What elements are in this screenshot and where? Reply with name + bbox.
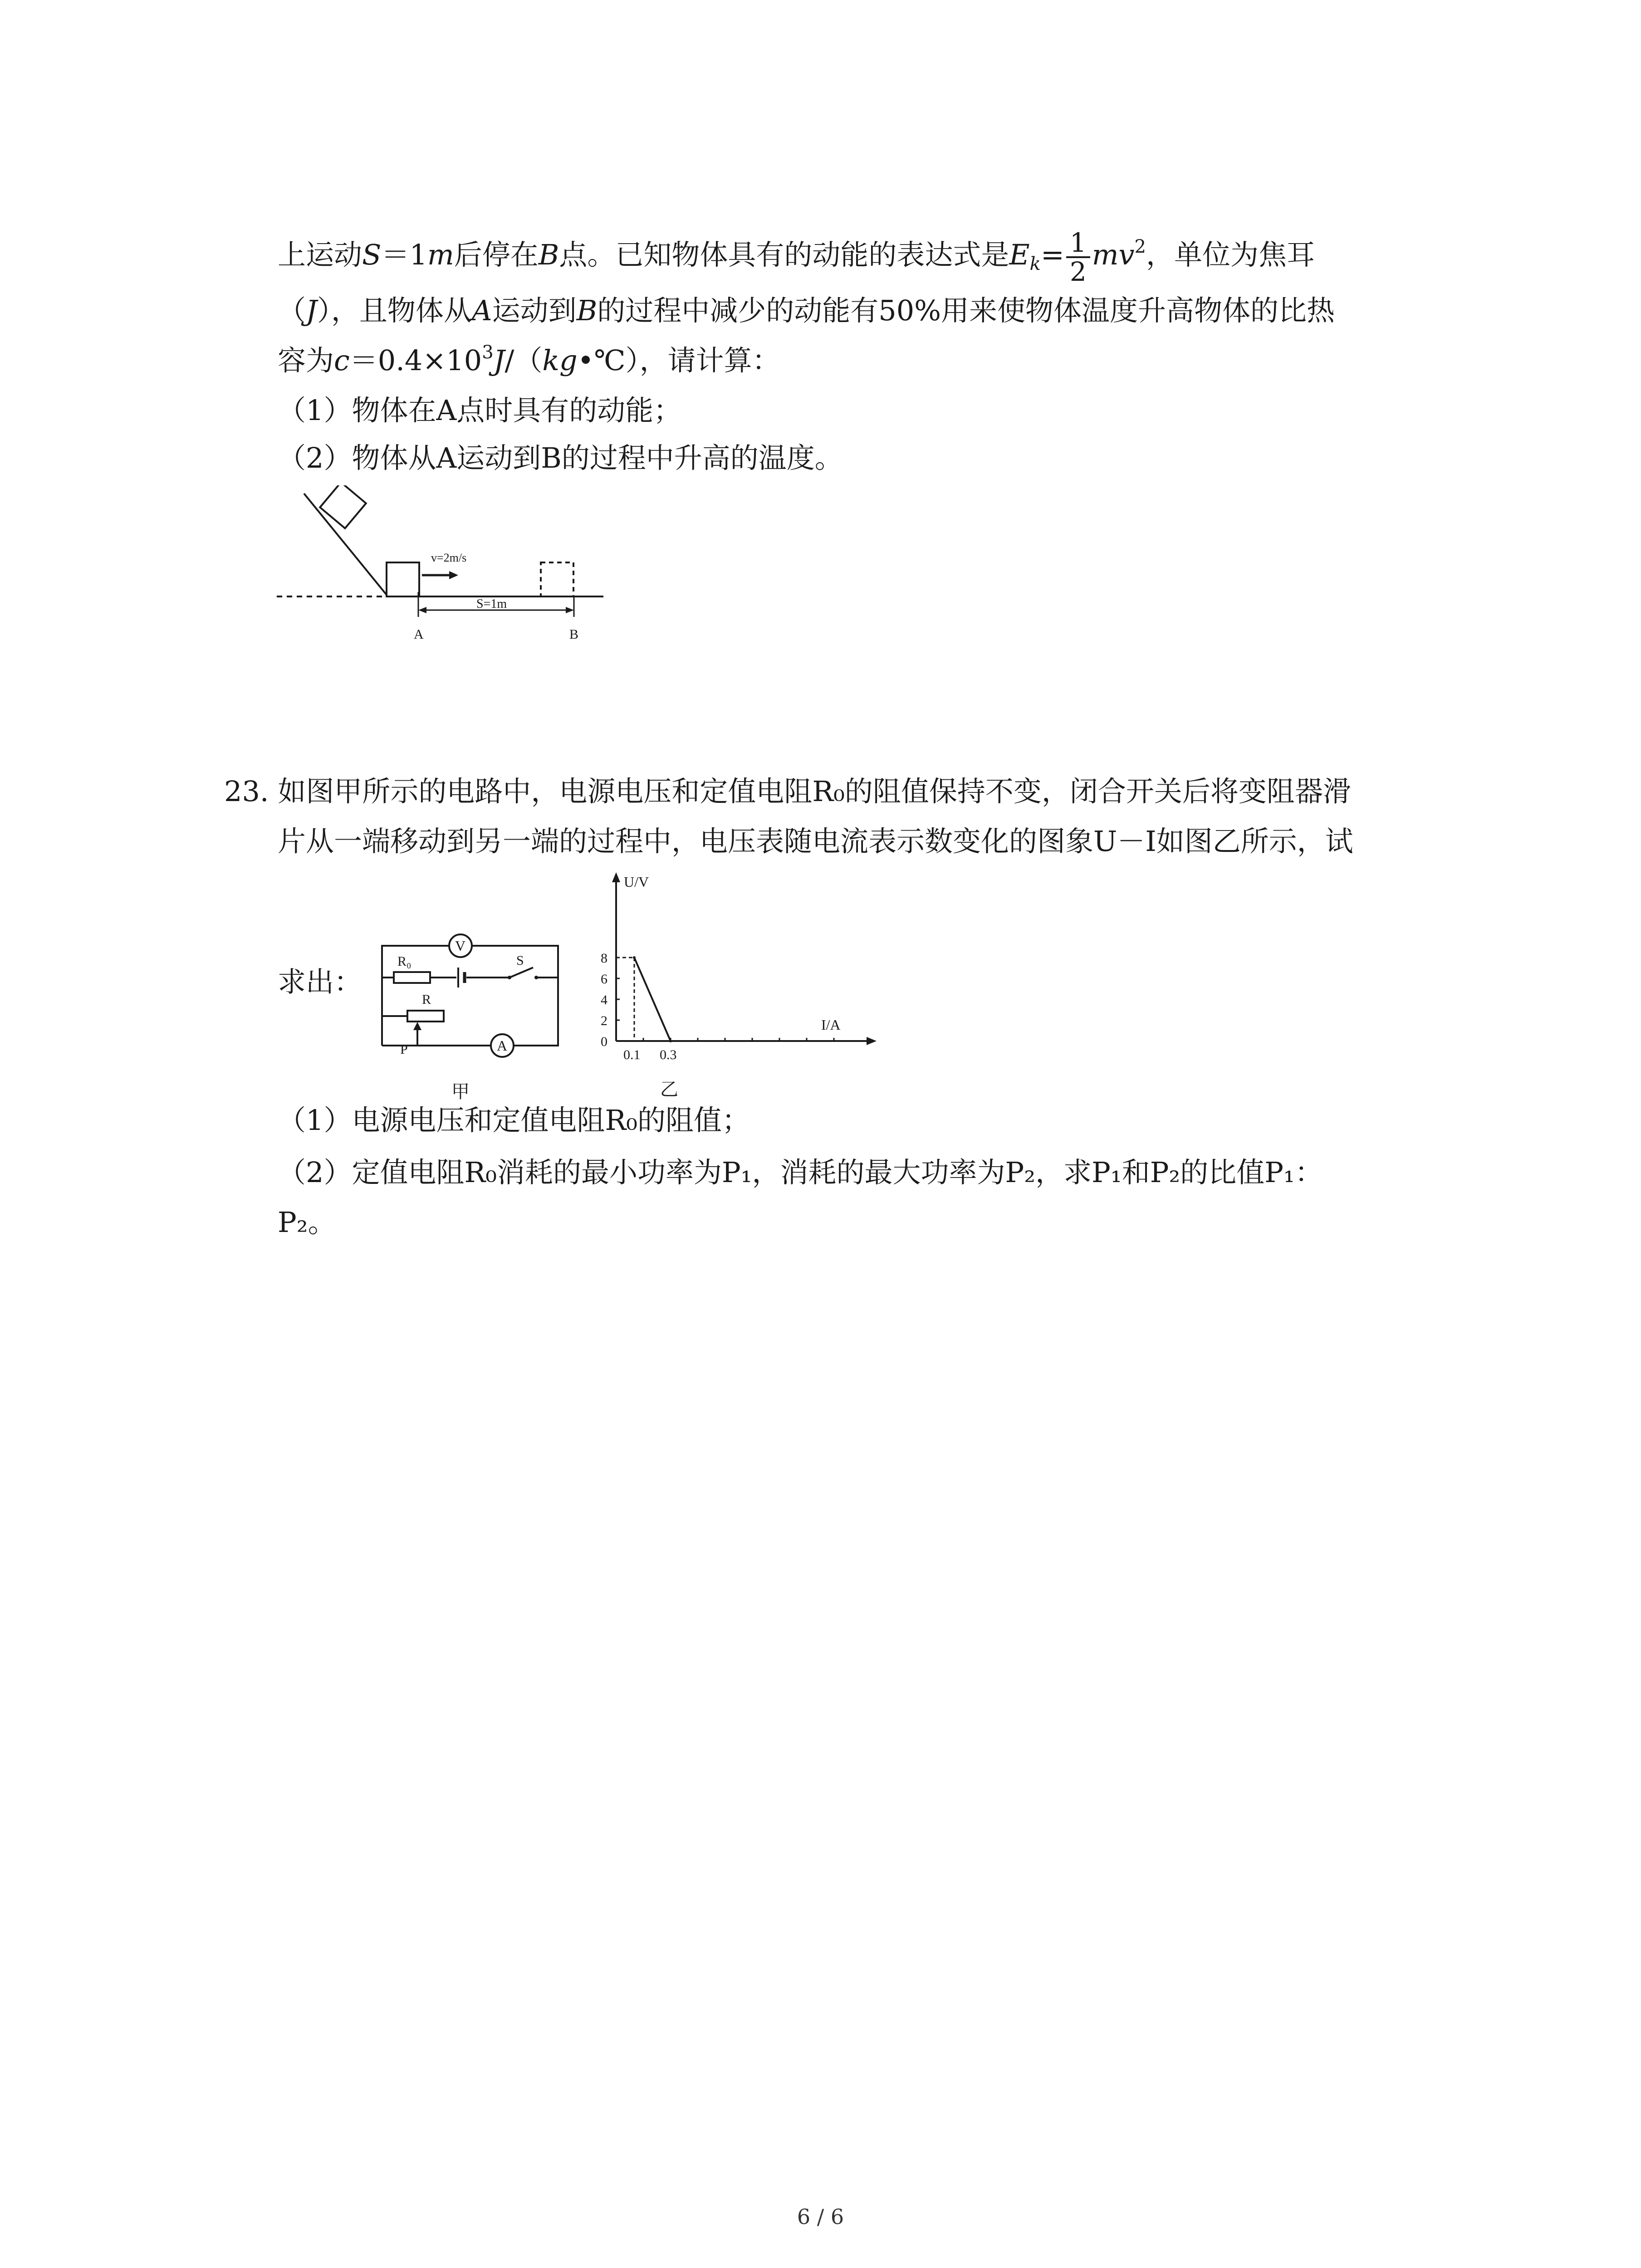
x-tick-label: 0.3 bbox=[660, 1047, 677, 1062]
y-tick-label: 8 bbox=[601, 951, 607, 966]
q23-line-1: 23. 如图甲所示的电路中，电源电压和定值电阻R₀的阻值保持不变，闭合开关后将变阻器滑 bbox=[224, 775, 1351, 808]
circuit-caption: 甲 bbox=[451, 1081, 470, 1102]
svg-text:R₀: R₀ bbox=[397, 954, 411, 969]
q22-sub-question-2: （2）物体从A运动到B的过程中升高的温度。 bbox=[278, 441, 843, 474]
q23-sub-question-2: （2）定值电阻R₀消耗的最小功率为P₁，消耗的最大功率为P₂，求P₁和P₂的比值P₁： bbox=[278, 1156, 1323, 1189]
q22-line-2: （J），且物体从A运动到B的过程中减少的动能有50%用来使物体温度升高物体的比热 bbox=[278, 294, 1335, 327]
circuit-diagram bbox=[372, 914, 572, 1114]
graph-caption: 乙 bbox=[660, 1079, 678, 1100]
rheostat-r bbox=[407, 1011, 444, 1022]
svg-text:V: V bbox=[455, 938, 466, 954]
ui-data-point bbox=[633, 956, 636, 959]
point-b-label: B bbox=[569, 627, 579, 642]
q22-line-1: 上运动S＝1m后停在B点。已知物体具有的动能的表达式是$E_k=$ $\frac{1}{2}$ $mv^2$，单位为焦耳 bbox=[278, 227, 1315, 287]
x-tick-label: 0.1 bbox=[623, 1047, 641, 1062]
y-axis-label: U/V bbox=[624, 874, 649, 890]
q23-line-2: 片从一端移动到另一端的过程中，电压表随电流表示数变化的图象U－I如图乙所示，试 bbox=[278, 825, 1353, 858]
ui-data-point bbox=[669, 1040, 672, 1042]
x-axis-label: I/A bbox=[821, 1017, 841, 1033]
q22-sub-question-1: （1）物体在A点时具有的动能； bbox=[278, 394, 682, 427]
y-tick-label: 4 bbox=[601, 992, 607, 1007]
y-tick-label: 2 bbox=[601, 1013, 607, 1028]
velocity-label: v=2m/s bbox=[431, 551, 467, 564]
point-a-label: A bbox=[414, 627, 424, 642]
block-at-a bbox=[387, 562, 419, 596]
y-tick-label: 6 bbox=[601, 972, 607, 987]
question-number: 23. bbox=[224, 775, 269, 808]
q23-sub-question-1: （1）电源电压和定值电阻R₀的阻值； bbox=[278, 1104, 750, 1137]
ui-series-line bbox=[634, 958, 671, 1041]
svg-text:S: S bbox=[516, 953, 524, 968]
page-number: 6 / 6 bbox=[797, 2204, 844, 2229]
svg-text:R: R bbox=[422, 992, 431, 1007]
kinetic-energy-fraction: $\frac{1}{2}$ bbox=[1066, 229, 1090, 285]
resistor-r0 bbox=[394, 972, 430, 983]
y-tick-label: 0 bbox=[601, 1034, 607, 1049]
block-at-b-dashed bbox=[541, 562, 573, 596]
q22-figure bbox=[277, 485, 608, 649]
distance-label: S=1m bbox=[476, 597, 507, 611]
svg-text:P: P bbox=[400, 1042, 408, 1057]
switch-symbol bbox=[509, 968, 533, 978]
svg-text:A: A bbox=[497, 1037, 508, 1054]
q22-line-3: 容为$c=0.4\times 10^3J/(kg•℃)$，请计算： bbox=[278, 342, 780, 377]
q23-sub-question-2-cont: P₂。 bbox=[278, 1206, 336, 1239]
q23-line-3: 求出： bbox=[278, 965, 362, 998]
ui-graph bbox=[590, 869, 885, 1114]
